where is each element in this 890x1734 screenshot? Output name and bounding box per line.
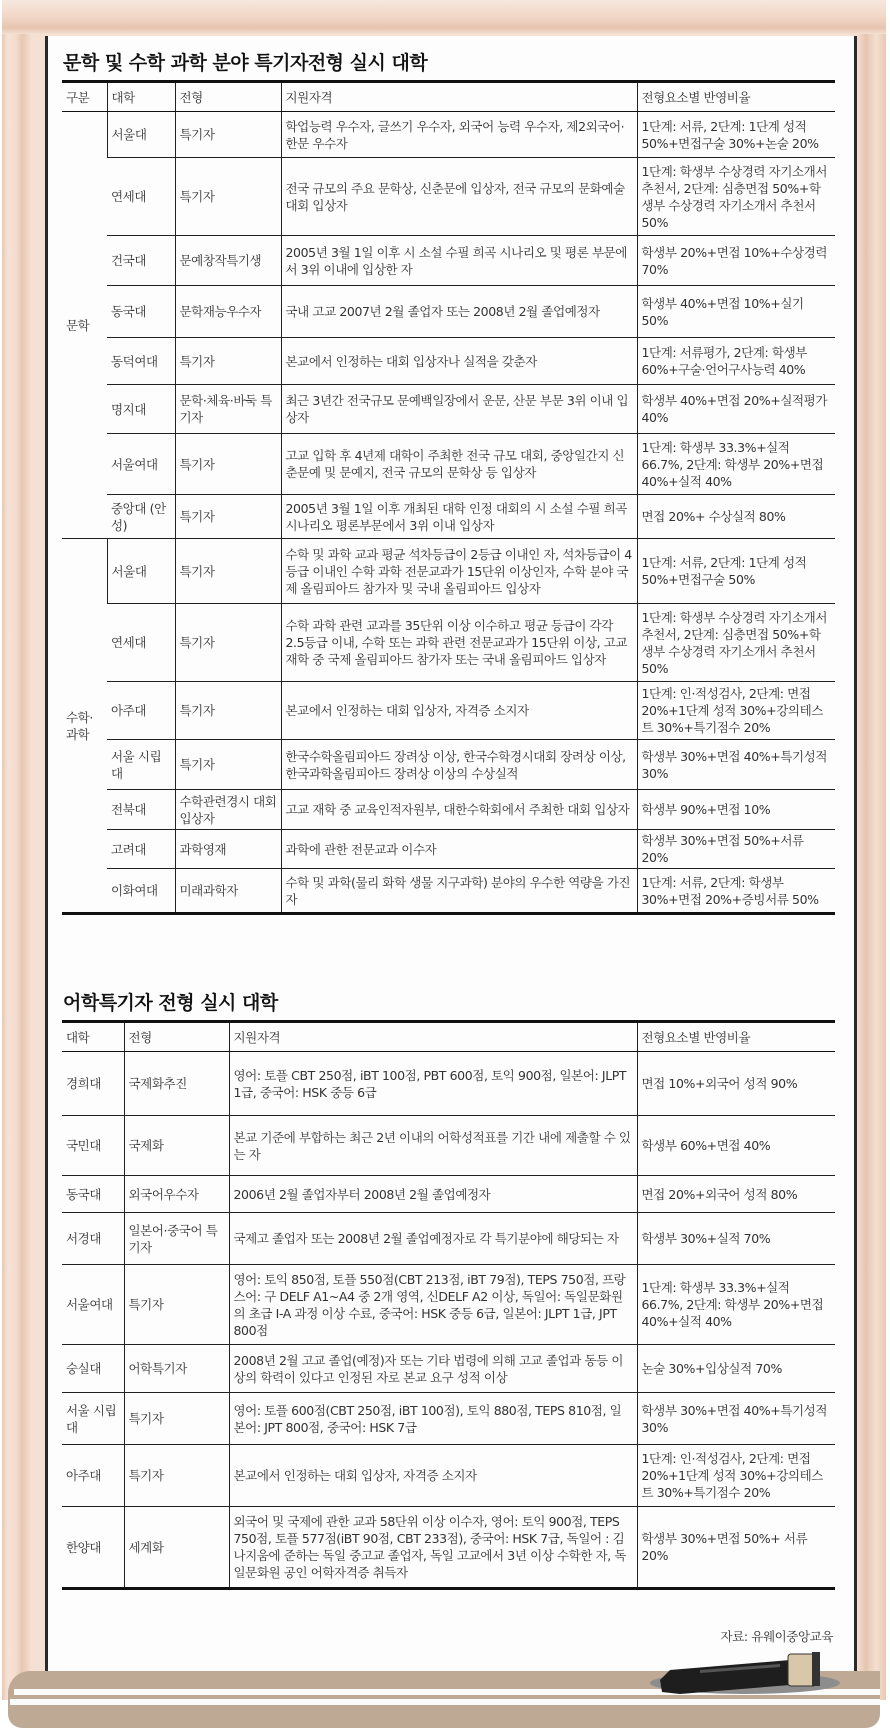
ratio-cell: 학생부 30%+면접 50%+서류 20% — [637, 830, 835, 869]
admission-type-cell: 특기자 — [175, 434, 281, 495]
ratio-cell: 1단계: 서류, 2단계: 1단계 성적 50%+면접구술 30%+논술 20% — [637, 112, 835, 158]
university-cell: 서울 시립대 — [62, 1393, 124, 1445]
literature-science-table — [62, 80, 835, 915]
table-row — [62, 790, 835, 830]
admission-type-cell: 일본어·중국어 특기자 — [124, 1213, 229, 1265]
university-cell: 아주대 — [62, 1445, 124, 1507]
ratio-cell: 학생부 40%+면접 10%+실기 50% — [637, 286, 835, 338]
admission-type-cell: 국제화추진 — [124, 1052, 229, 1116]
qualification-cell: 국내 고교 2007년 2월 졸업자 또는 2008년 2월 졸업예정자 — [281, 286, 637, 338]
university-cell: 서울여대 — [107, 434, 175, 495]
admission-type-cell: 국제화 — [124, 1116, 229, 1176]
table-row — [62, 434, 835, 495]
admission-type-cell: 특기자 — [124, 1445, 229, 1507]
board-frame-top — [2, 0, 886, 34]
admission-type-cell: 특기자 — [175, 740, 281, 790]
ratio-cell: 1단계: 서류평가, 2단계: 학생부 60%+구술·언어구사능력 40% — [637, 338, 835, 385]
qualification-cell: 영어: 토익 850점, 토플 550점(CBT 213점, iBT 79점), TEPS 750점, 프랑스어: 구 DELF A1~A4 중 2개 영역, 신DELF A2 이상, 독일어: 독일문화원의 초급 Ⅰ-A 과정 이상 수료, 중국어: HSK 중등 6급, 일본어: JLPT 1급, JPT 800점 — [229, 1265, 637, 1345]
table-row — [62, 1507, 835, 1589]
university-cell: 이화여대 — [107, 869, 175, 914]
admission-type-cell: 특기자 — [175, 682, 281, 740]
table-row — [62, 682, 835, 740]
university-cell: 동덕여대 — [107, 338, 175, 385]
admission-type-cell: 특기자 — [175, 112, 281, 158]
table-row — [62, 158, 835, 236]
section2-title: 어학특기자 전형 실시 대학 — [63, 992, 278, 1014]
admission-type-cell: 특기자 — [175, 539, 281, 604]
university-cell: 한양대 — [62, 1507, 124, 1589]
university-cell: 서울여대 — [62, 1265, 124, 1345]
admission-type-cell: 문예창작특기생 — [175, 236, 281, 286]
ratio-cell: 학생부 60%+면접 40% — [637, 1116, 835, 1176]
university-cell: 건국대 — [107, 236, 175, 286]
university-cell: 동국대 — [62, 1176, 124, 1213]
admission-type-cell: 과학영재 — [175, 830, 281, 869]
university-cell: 명지대 — [107, 385, 175, 434]
table-row — [62, 740, 835, 790]
header-qualification: 지원자격 — [281, 82, 637, 112]
admission-type-cell: 특기자 — [124, 1265, 229, 1345]
table-row — [62, 1176, 835, 1213]
ratio-cell: 학생부 30%+면접 40%+특기성적 30% — [637, 740, 835, 790]
table-header-row — [62, 82, 835, 112]
header-ratio: 전형요소별 반영비율 — [637, 1022, 835, 1052]
table-row — [62, 1393, 835, 1445]
table-row — [62, 338, 835, 385]
university-cell: 중앙대 (안성) — [107, 495, 175, 539]
university-cell: 연세대 — [107, 158, 175, 236]
section1-title: 문학 및 수학 과학 분야 특기자전형 실시 대학 — [63, 52, 428, 74]
admission-type-cell: 미래과학자 — [175, 869, 281, 914]
ratio-cell: 학생부 90%+면접 10% — [637, 790, 835, 830]
university-cell: 국민대 — [62, 1116, 124, 1176]
university-cell: 서경대 — [62, 1213, 124, 1265]
table-row — [62, 286, 835, 338]
table-row — [62, 1445, 835, 1507]
qualification-cell: 고교 재학 중 교육인적자원부, 대한수학회에서 주최한 대회 입상자 — [281, 790, 637, 830]
university-cell: 숭실대 — [62, 1345, 124, 1393]
qualification-cell: 본교에서 인정하는 대회 입상자나 실적을 갖춘자 — [281, 338, 637, 385]
qualification-cell: 과학에 관한 전문교과 이수자 — [281, 830, 637, 869]
table-row — [62, 385, 835, 434]
university-cell: 서울 시립대 — [107, 740, 175, 790]
category-cell: 문학 — [62, 112, 107, 539]
ratio-cell: 면접 10%+외국어 성적 90% — [637, 1052, 835, 1116]
ratio-cell: 학생부 30%+실적 70% — [637, 1213, 835, 1265]
qualification-cell: 국제고 졸업자 또는 2008년 2월 졸업예정자로 각 특기분야에 해당되는 자 — [229, 1213, 637, 1265]
table-row — [62, 236, 835, 286]
table-row — [62, 1116, 835, 1176]
university-cell: 서울대 — [107, 112, 175, 158]
marker-cap — [788, 1654, 816, 1686]
qualification-cell: 본교에서 인정하는 대회 입상자, 자격증 소지자 — [229, 1445, 637, 1507]
ratio-cell: 논술 30%+입상실적 70% — [637, 1345, 835, 1393]
qualification-cell: 수학 및 과학 교과 평균 석차등급이 2등급 이내인 자, 석차등급이 4등급 이내인 수학 과학 전문교과가 15단위 이상인자, 수학 분야 국제 올림피아드 참가자 및 국내 올림피아드 입상자 — [281, 539, 637, 604]
table-row — [62, 539, 835, 604]
qualification-cell: 2008년 2월 고교 졸업(예정)자 또는 기타 법령에 의해 고교 졸업과 동등 이상의 학력이 있다고 인정된 자로 본교 요구 성적 이상 — [229, 1345, 637, 1393]
ratio-cell: 1단계: 인·적성검사, 2단계: 면접 20%+1단계 성적 30%+강의테스트 30%+특기점수 20% — [637, 682, 835, 740]
header-category: 구분 — [62, 82, 107, 112]
qualification-cell: 외국어 및 국제에 관한 교과 58단위 이상 이수자, 영어: 토익 900점, TEPS 750점, 토플 577점(iBT 90점, CBT 233점), 중국어: HSK 7급, 독일어 : 김나지움에 준하는 독일 중고교 졸업자, 독일 고교에서 3년 이상 수학한 자, 독일문화원 공인 어학자격증 취득자 — [229, 1507, 637, 1589]
table-row — [62, 604, 835, 682]
table-row — [62, 495, 835, 539]
table-row — [62, 1265, 835, 1345]
university-cell: 경희대 — [62, 1052, 124, 1116]
qualification-cell: 본교에서 인정하는 대회 입상자, 자격증 소지자 — [281, 682, 637, 740]
ratio-cell: 1단계: 학생부 33.3%+실적 66.7%, 2단계: 학생부 20%+면접 40%+실적 40% — [637, 434, 835, 495]
header-university: 대학 — [107, 82, 175, 112]
qualification-cell: 본교 기준에 부합하는 최근 2년 이내의 어학성적표를 기간 내에 제출할 수 있는 자 — [229, 1116, 637, 1176]
admission-type-cell: 세계화 — [124, 1507, 229, 1589]
qualification-cell: 수학 과학 관련 교과를 35단위 이상 이수하고 평균 등급이 각각 2.5등급 이내, 수학 또는 과학 관련 전문교과가 15단위 이상, 고교 재학 중 국제 올림피아드 참가자 또는 국내 올림피아드 입상자 — [281, 604, 637, 682]
university-cell: 연세대 — [107, 604, 175, 682]
source-note: 자료: 유웨이중앙교육 — [720, 1629, 833, 1644]
qualification-cell: 영어: 토플 600점(CBT 250점, iBT 100점), 토익 880점, TEPS 810점, 일본어: JPT 800점, 중국어: HSK 7급 — [229, 1393, 637, 1445]
table-row — [62, 112, 835, 158]
qualification-cell: 영어: 토플 CBT 250점, iBT 100점, PBT 600점, 토익 900점, 일본어: JLPT 1급, 중국어: HSK 중등 6급 — [229, 1052, 637, 1116]
qualification-cell: 학업능력 우수자, 글쓰기 우수자, 외국어 능력 우수자, 제2외국어·한문 우수자 — [281, 112, 637, 158]
admission-type-cell: 문학재능우수자 — [175, 286, 281, 338]
university-cell: 동국대 — [107, 286, 175, 338]
ratio-cell: 학생부 30%+면접 40%+특기성적 30% — [637, 1393, 835, 1445]
university-cell: 아주대 — [107, 682, 175, 740]
ratio-cell: 1단계: 서류, 2단계: 1단계 성적 50%+면접구술 50% — [637, 539, 835, 604]
ratio-cell: 면접 20%+ 수상실적 80% — [637, 495, 835, 539]
header-ratio: 전형요소별 반영비율 — [637, 82, 835, 112]
university-cell: 서울대 — [107, 539, 175, 604]
ratio-cell: 1단계: 학생부 33.3%+실적 66.7%, 2단계: 학생부 20%+면접40%+실적 40% — [637, 1265, 835, 1345]
admission-type-cell: 특기자 — [124, 1393, 229, 1445]
qualification-cell: 한국수학올림피아드 장려상 이상, 한국수학경시대회 장려상 이상, 한국과학올림피아드 장려상 이상의 수상실적 — [281, 740, 637, 790]
qualification-cell: 수학 및 과학(물리 화학 생물 지구과학) 분야의 우수한 역량을 가진 자 — [281, 869, 637, 914]
ratio-cell: 1단계: 학생부 수상경력 자기소개서 추천서, 2단계: 심층면접 50%+학생부 수상경력 자기소개서 추천서 50% — [637, 604, 835, 682]
admission-type-cell: 외국어우수자 — [124, 1176, 229, 1213]
ratio-cell: 1단계: 학생부 수상경력 자기소개서 추천서, 2단계: 심층면접 50%+학생부 수상경력 자기소개서 추천서 50% — [637, 158, 835, 236]
admission-type-cell: 수학관련경시 대회 입상자 — [175, 790, 281, 830]
marker-pen-icon — [640, 1650, 850, 1700]
admission-type-cell: 특기자 — [175, 338, 281, 385]
admission-type-cell: 어학특기자 — [124, 1345, 229, 1393]
admission-type-cell: 특기자 — [175, 158, 281, 236]
qualification-cell: 고교 입학 후 4년제 대학이 주최한 전국 규모 대회, 중앙일간지 신춘문예 및 문예지, 전국 규모의 문학상 등 입상자 — [281, 434, 637, 495]
university-cell: 전북대 — [107, 790, 175, 830]
qualification-cell: 전국 규모의 주요 문학상, 신춘문에 입상자, 전국 규모의 문화예술대회 입상자 — [281, 158, 637, 236]
university-cell: 고려대 — [107, 830, 175, 869]
table-row — [62, 1213, 835, 1265]
header-admission-type: 전형 — [124, 1022, 229, 1052]
table-row — [62, 830, 835, 869]
ratio-cell: 1단계: 서류, 2단계: 학생부 30%+면접 20%+증빙서류 50% — [637, 869, 835, 914]
ratio-cell: 1단계: 인·적성검사, 2단계: 면접 20%+1단계 성적 30%+강의테스트 30%+특기점수 20% — [637, 1445, 835, 1507]
ratio-cell: 학생부 20%+면접 10%+수상경력 70% — [637, 236, 835, 286]
header-qualification: 지원자격 — [229, 1022, 637, 1052]
qualification-cell: 최근 3년간 전국규모 문예백일장에서 운문, 산문 부문 3위 이내 입상자 — [281, 385, 637, 434]
marker-cap-end — [812, 1652, 820, 1686]
qualification-cell: 2005년 3월 1일 이후 시 소설 수필 희곡 시나리오 및 평론 부문에서 3위 이내에 입상한 자 — [281, 236, 637, 286]
ratio-cell: 학생부 40%+면접 20%+실적평가 40% — [637, 385, 835, 434]
ratio-cell: 면접 20%+외국어 성적 80% — [637, 1176, 835, 1213]
qualification-cell: 2005년 3월 1일 이후 개최된 대학 인정 대회의 시 소설 수필 희곡 시나리오 평론부문에서 3위 이내 입상자 — [281, 495, 637, 539]
qualification-cell: 2006년 2월 졸업자부터 2008년 2월 졸업예정자 — [229, 1176, 637, 1213]
table-row — [62, 869, 835, 914]
admission-type-cell: 문학·체육·바둑 특기자 — [175, 385, 281, 434]
table-header-row — [62, 1022, 835, 1052]
admission-type-cell: 특기자 — [175, 604, 281, 682]
table-row — [62, 1052, 835, 1116]
ratio-cell: 학생부 30%+면접 50%+ 서류 20% — [637, 1507, 835, 1589]
header-university: 대학 — [62, 1022, 124, 1052]
language-table — [62, 1020, 835, 1590]
category-cell: 수학· 과학 — [62, 539, 107, 914]
table-row — [62, 1345, 835, 1393]
admission-type-cell: 특기자 — [175, 495, 281, 539]
header-admission-type: 전형 — [175, 82, 281, 112]
